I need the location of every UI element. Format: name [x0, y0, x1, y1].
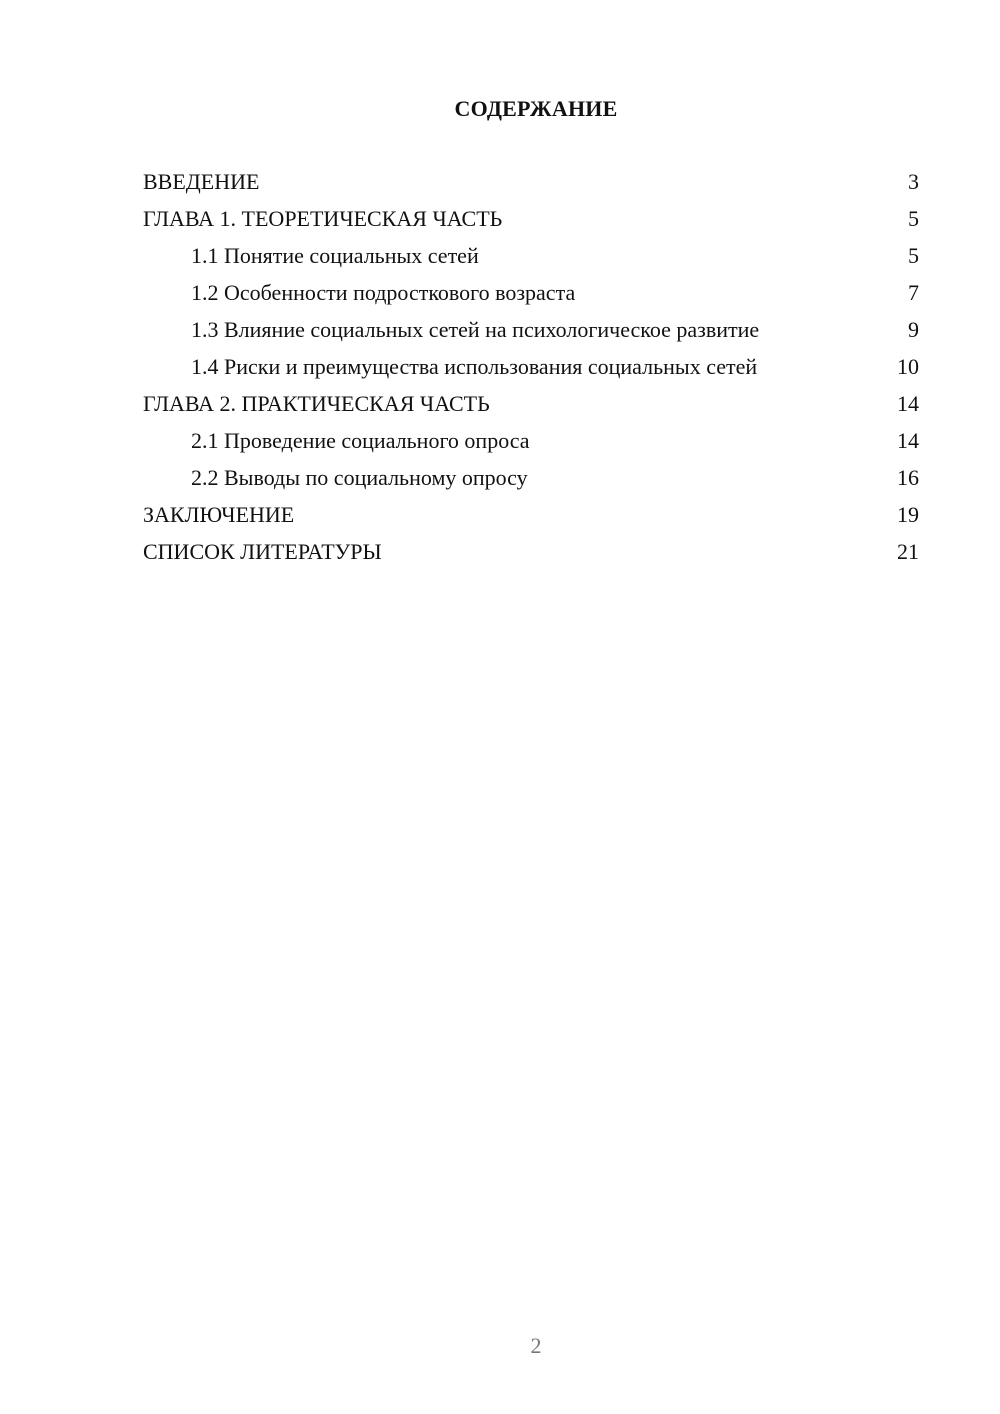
toc-entry-references[interactable]	[143, 538, 919, 565]
toc-entry-page: 9	[908, 317, 919, 342]
table-of-contents	[143, 168, 919, 575]
toc-entry-label: ГЛАВА 1. ТЕОРЕТИЧЕСКАЯ ЧАСТЬ	[143, 206, 503, 231]
toc-entry-page: 10	[897, 354, 919, 379]
toc-entry-chapter-1[interactable]	[143, 205, 919, 232]
toc-entry-introduction[interactable]	[143, 168, 919, 195]
page-number: 2	[530, 1333, 542, 1358]
toc-entry-label: 1.3 Влияние социальных сетей на психологическое развитие	[191, 317, 760, 342]
toc-entry-page: 7	[908, 280, 919, 305]
toc-entry-section-1-1[interactable]	[143, 242, 919, 269]
toc-entry-page: 5	[908, 206, 919, 231]
toc-entry-label: ГЛАВА 2. ПРАКТИЧЕСКАЯ ЧАСТЬ	[143, 391, 490, 416]
toc-entry-page: 16	[897, 465, 919, 490]
toc-title: СОДЕРЖАНИЕ	[454, 96, 618, 121]
toc-entry-page: 14	[897, 428, 919, 453]
toc-entry-page: 3	[908, 169, 919, 194]
toc-entry-section-1-2[interactable]	[143, 279, 919, 306]
toc-entry-label: 2.2 Выводы по социальному опросу	[191, 465, 528, 490]
toc-entry-section-2-2[interactable]	[143, 464, 919, 491]
toc-entry-label: ВВЕДЕНИЕ	[143, 169, 260, 194]
toc-entry-section-2-1[interactable]	[143, 427, 919, 454]
toc-entry-label: СПИСОК ЛИТЕРАТУРЫ	[143, 539, 382, 564]
toc-entry-label: 2.1 Проведение социального опроса	[191, 428, 530, 453]
toc-entry-label: 1.4 Риски и преимущества использования социальных сетей	[191, 354, 758, 379]
toc-entry-page: 21	[897, 539, 919, 564]
toc-entry-section-1-4[interactable]	[143, 353, 919, 380]
toc-entry-page: 14	[897, 391, 919, 416]
toc-entry-label: 1.2 Особенности подросткового возраста	[191, 280, 576, 305]
toc-entry-page: 5	[908, 243, 919, 268]
toc-entry-conclusion[interactable]	[143, 501, 919, 528]
toc-entry-section-1-3[interactable]	[143, 316, 919, 343]
toc-entry-label: 1.1 Понятие социальных сетей	[191, 243, 479, 268]
toc-entry-page: 19	[897, 502, 919, 527]
toc-entry-chapter-2[interactable]	[143, 390, 919, 417]
toc-entry-label: ЗАКЛЮЧЕНИЕ	[143, 502, 295, 527]
